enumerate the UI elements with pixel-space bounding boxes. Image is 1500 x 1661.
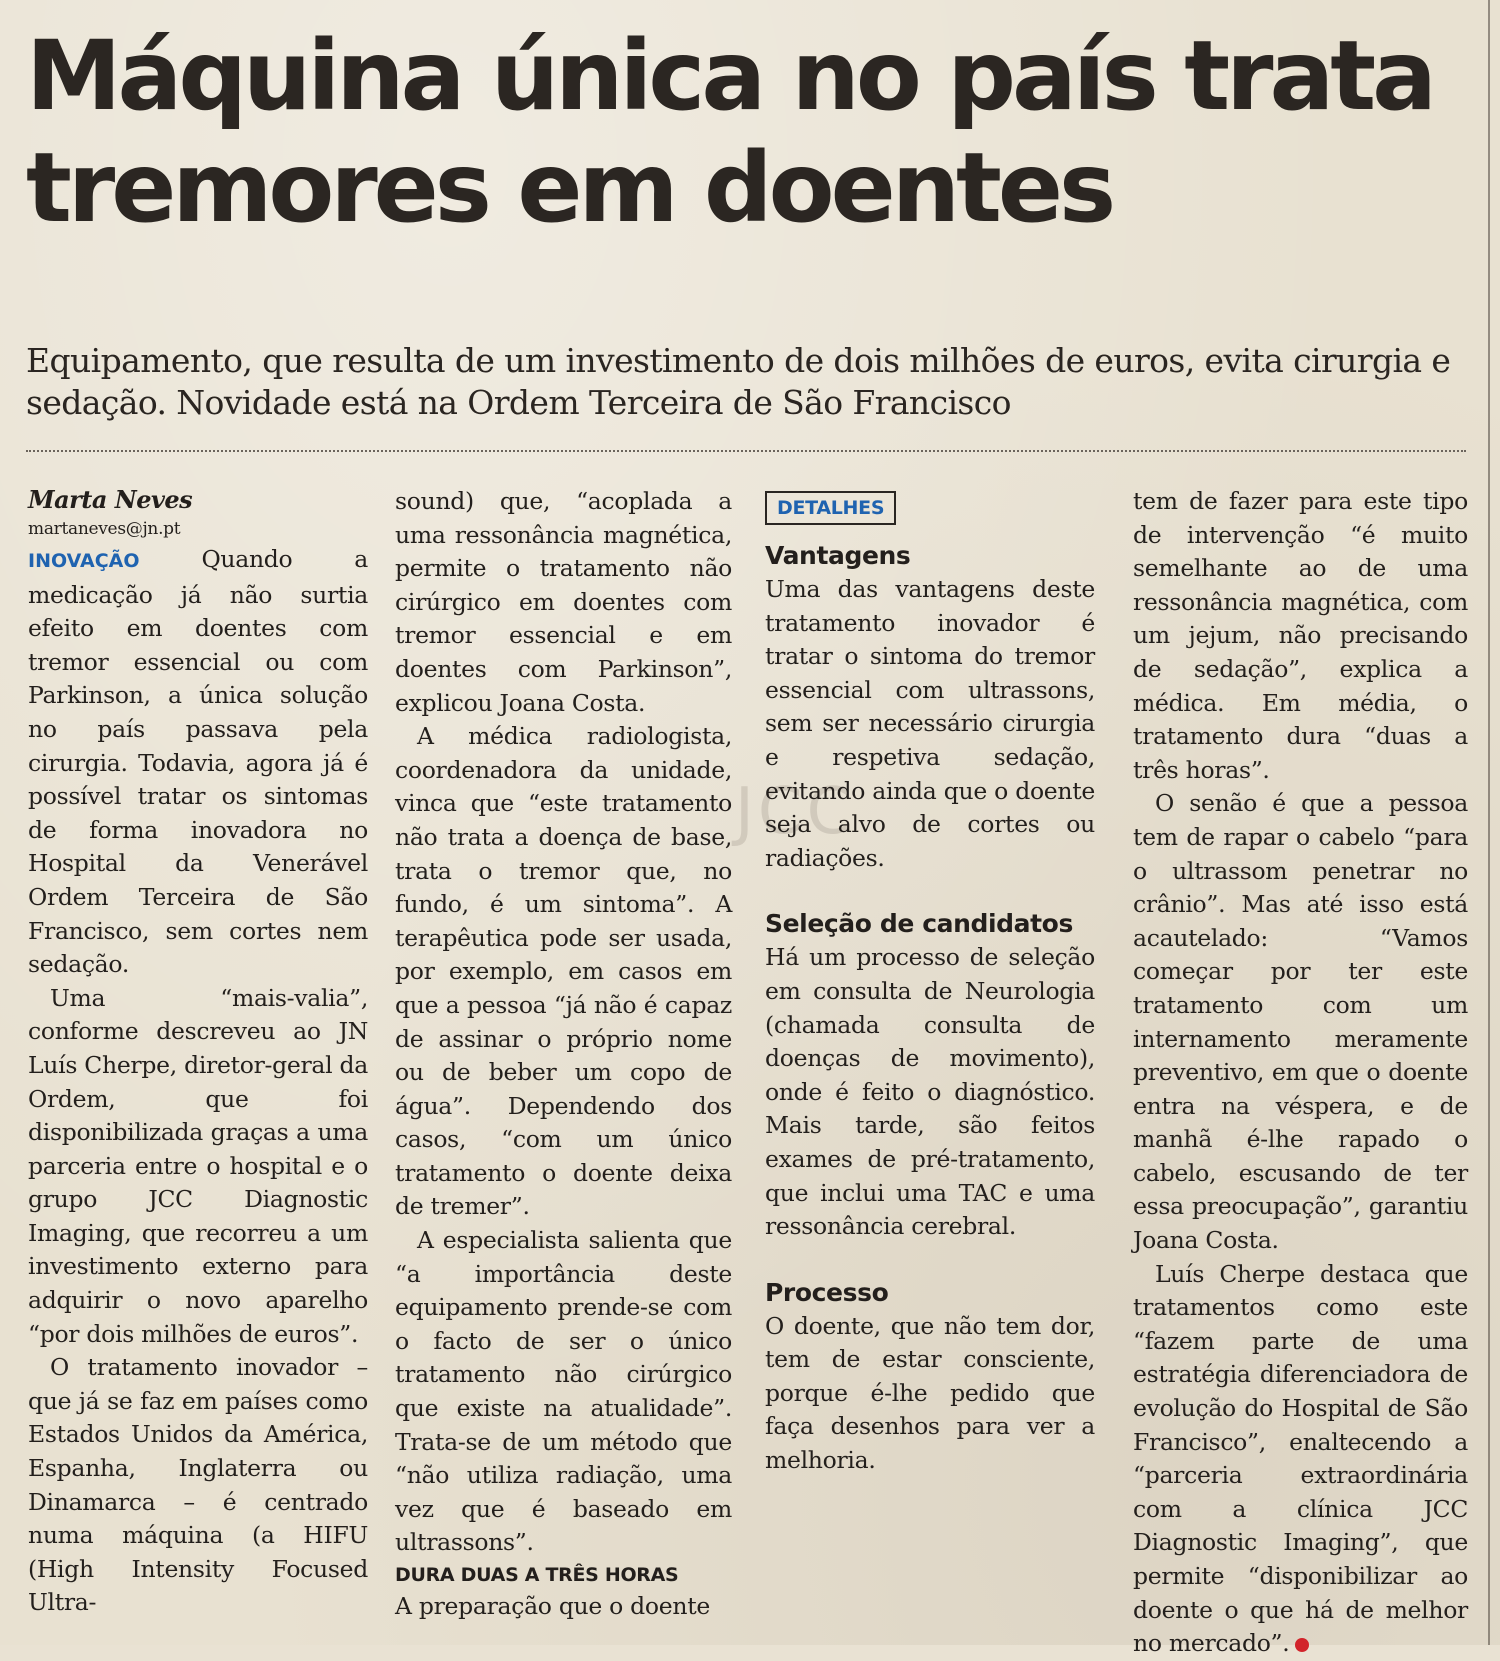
- paragraph-8-text: Luís Cherpe destaca que tratamentos como este “fazem parte de uma estratégia diferenciadora de evolução do Hospital de São Francisco”, enaltecendo a “parceria extraordinária com a clínica JCC Diagnostic Imaging”, que permite “disponibilizar ao doente o que há de melhor no mercado”.: [1133, 1259, 1468, 1658]
- article-paragraph-5: A especialista salienta que “a importância deste equipamento prende-se com o facto de ser o único tratamento não cirúrgico que existe na atualidade”. Trata-se de um método que “não utiliza radiação, uma vez que é baseado em ultrassons”.: [395, 1226, 732, 1557]
- details-text-selecao: Há um processo de seleção em consulta de Neurologia (chamada consulta de doenças de movimento), onde é feito o diagnóstico. Mais tarde, são feitos exames de pré-tratamento, que inclui uma TAC e uma ressonância cerebral.: [765, 943, 1095, 1241]
- subheadline: Equipamento, que resulta de um investimento de dois milhões de euros, evita cirurgia e sedação. Novidade está na Ordem Terceira de São Francisco: [26, 341, 1451, 422]
- details-text-vantagens: Uma das vantagens deste tratamento inovador é tratar o sintoma do tremor essencial com ultrassons, sem ser necessário cirurgia e respetiva sedação, evitando ainda que o doente seja alvo de cortes ou radiações.: [765, 575, 1095, 872]
- article-column-2: [395, 485, 732, 1624]
- details-title-selecao: Seleção de candidatos: [765, 909, 1073, 939]
- byline-author: Marta Neves: [28, 485, 193, 514]
- dotted-divider: [26, 450, 1466, 452]
- page-edge-rule: [1488, 0, 1490, 1645]
- paragraph-1-text: Quando a medicação já não surtia efeito em doentes com tremor essencial ou com Parkinson, a única solução no país passava pela cirurgia. Todavia, agora já é possível tratar os sintomas de forma inovadora no Hospital da Venerável Ordem Terceira de São Francisco, sem cortes nem sedação.: [28, 545, 368, 979]
- article-paragraph-2: Uma “mais-valia”, conforme descreveu ao JN Luís Cherpe, diretor-geral da Ordem, que foi disponibilizada graças a uma parceria entre o hospital e o grupo JCC Diagnostic Imaging, que recorreu a um investimento externo para adquirir o novo aparelho “por dois milhões de euros”.: [28, 983, 368, 1348]
- watermark: JCC: [735, 775, 856, 849]
- article-paragraph-1: [28, 543, 368, 982]
- details-title-processo: Processo: [765, 1277, 889, 1307]
- end-mark-icon: [1295, 1638, 1309, 1652]
- details-title-vantagens: Vantagens: [765, 541, 911, 570]
- article-column-4: [1133, 485, 1468, 1661]
- article-paragraph-3a: O tratamento inovador – que já se faz em países como Estados Unidos da América, Espanha, Inglaterra ou Dinamarca – é centrado numa máquina (a HIFU (High Intensity Focused Ultra-: [28, 1353, 368, 1617]
- article-column-1: [28, 485, 368, 1620]
- article-paragraph-3b: sound) que, “acoplada a uma ressonância magnética, permite o tratamento não cirúrgico em doentes com tremor essencial e em doentes com Parkinson”, explicou Joana Costa.: [395, 487, 732, 717]
- details-text-processo: O doente, que não tem dor, tem de estar consciente, porque é-lhe pedido que faça desenhos para ver a melhoria.: [765, 1311, 1095, 1475]
- article-paragraph-6a: A preparação que o doente: [395, 1592, 710, 1620]
- details-tag: DETALHES: [765, 491, 896, 525]
- article-paragraph-6b: tem de fazer para este tipo de intervenção “é muito semelhante ao de uma ressonância magnética, com um jejum, não precisando de sedação”, explica a médica. Em média, o tratamento dura “duas a três horas”.: [1133, 487, 1468, 784]
- section-subtitle: DURA DUAS A TRÊS HORAS: [395, 1564, 679, 1586]
- article-paragraph-4: A médica radiologista, coordenadora da unidade, vinca que “este tratamento não trata a doença de base, trata o tremor que, no fundo, é um sintoma”. A terapêutica pode ser usada, por exemplo, em casos em que a pessoa “já não é capaz de assinar o próprio nome ou de beber um copo de água”. Dependendo dos casos, “com um único tratamento o doente deixa de tremer”.: [395, 722, 732, 1221]
- article-paragraph-7: O senão é que a pessoa tem de rapar o cabelo “para o ultrassom penetrar no crânio”. Mas até isso está acautelado: “Vamos começar por ter este tratamento com um internamento meramente preventivo, em que o doente entra na véspera, e de manhã é-lhe rapado o cabelo, escusando de ter essa preocupação”, garantiu Joana Costa.: [1133, 789, 1468, 1255]
- byline-email: martaneves@jn.pt: [28, 519, 181, 539]
- details-sidebar: [765, 490, 1095, 1478]
- headline: Máquina única no país trata tremores em doentes: [26, 20, 1433, 244]
- article-paragraph-8: [1133, 1258, 1468, 1661]
- kicker-label: INOVAÇÃO: [28, 550, 140, 572]
